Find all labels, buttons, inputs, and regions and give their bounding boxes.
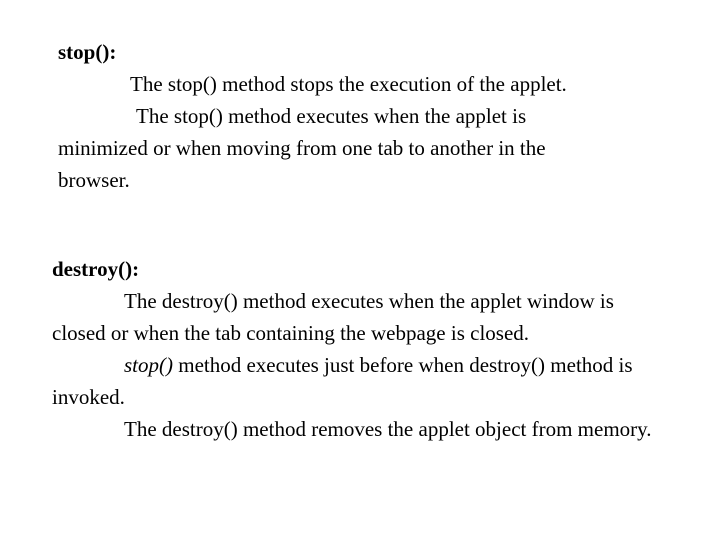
destroy-section bbox=[52, 253, 672, 445]
destroy-paragraph-2-text: method executes just before when destroy() method is invoked. bbox=[52, 353, 633, 409]
stop-method-italic: stop() bbox=[124, 353, 173, 377]
destroy-paragraph-3: The destroy() method removes the applet object from memory. bbox=[124, 417, 652, 441]
destroy-heading: destroy(): bbox=[52, 257, 140, 281]
stop-section bbox=[58, 36, 598, 196]
destroy-paragraph-2 bbox=[52, 349, 672, 413]
stop-paragraph-1: The stop() method stops the execution of the applet. bbox=[130, 72, 567, 96]
stop-paragraph-2: The stop() method executes when the applet is minimized or when moving from one tab to another in the browser. bbox=[58, 104, 546, 192]
stop-heading: stop(): bbox=[58, 40, 117, 64]
destroy-paragraph-1: The destroy() method executes when the applet window is closed or when the tab containing the webpage is closed. bbox=[52, 289, 614, 345]
